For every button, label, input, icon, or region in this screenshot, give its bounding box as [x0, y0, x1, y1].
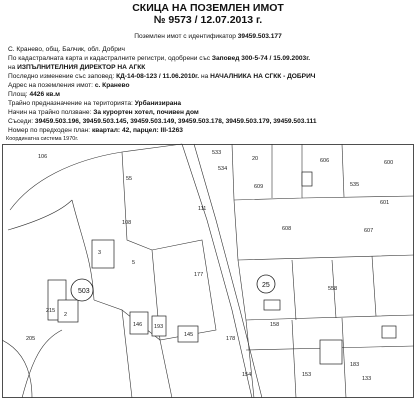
identifier-label: Поземлен имот с идентификатор	[134, 33, 236, 40]
parcel-label-3: 3	[98, 250, 102, 256]
neighbors-label: Съседи:	[8, 118, 34, 125]
area-line	[8, 90, 60, 99]
approval-by-value: ИЗПЪЛНИТЕЛНИЯ ДИРЕКТОР НА АГКК	[17, 64, 146, 71]
last-change-by-value: НАЧАЛНИКА НА СГКК - ДОБРИЧ	[210, 73, 316, 80]
usage-value: За курортен хотел, почивен дом	[93, 109, 199, 116]
parcel-label-178: 178	[226, 336, 236, 342]
approval-label: По кадастралната карта и кадастралните регистри, одобрени със	[8, 55, 210, 62]
parcel-label-177: 177	[194, 272, 204, 278]
building-558	[320, 340, 342, 364]
parcel-label-154: 154	[242, 372, 252, 378]
parcel-label-558: 558	[328, 286, 338, 292]
building-3	[92, 240, 114, 268]
parcel-label-503: 503	[78, 288, 90, 295]
neighbors-line	[8, 117, 317, 126]
parcel-label-534: 534	[218, 166, 228, 172]
parcel-label-25: 25	[262, 282, 270, 289]
building-2	[58, 300, 78, 322]
neighbors-value: 39459.503.196, 39459.503.145, 39459.503.149, 39459.503.178, 39459.503.179, 39459.503.111	[34, 118, 317, 125]
parcel-label-5: 5	[132, 260, 136, 266]
address-label: Адрес на поземления имот:	[8, 82, 93, 89]
approval-line	[8, 54, 310, 63]
area-label: Площ:	[8, 91, 28, 98]
usage-line	[8, 108, 199, 117]
old-plan-label: Номер по предходен план:	[8, 127, 91, 134]
purpose-label: Трайно предназначение на територията:	[8, 100, 133, 107]
parcel-label-146: 146	[133, 322, 143, 328]
parcel-label-145: 145	[184, 332, 194, 338]
building-small-3	[302, 172, 312, 186]
parcel-label-601: 601	[380, 200, 390, 206]
parcel-label-183: 183	[350, 362, 360, 368]
identifier-line	[0, 32, 416, 41]
parcel-label-607: 607	[364, 228, 374, 234]
last-change-line	[8, 72, 315, 81]
approval-value: Заповед 300-5-74 / 15.09.2003г.	[211, 55, 311, 62]
cadastral-map	[2, 140, 414, 398]
parcel-label-608: 608	[282, 226, 292, 232]
old-plan-line	[8, 126, 183, 135]
purpose-value: Урбанизирана	[134, 100, 182, 107]
parcel-label-133: 133	[362, 376, 372, 382]
last-change-label: Последно изменение със заповед:	[8, 73, 115, 80]
parcel-label-153: 153	[302, 372, 312, 378]
building-small-2	[382, 326, 396, 338]
usage-label: Начин на трайно ползване:	[8, 109, 92, 116]
identifier-value: 39459.503.177	[237, 33, 282, 40]
parcel-label-106: 106	[38, 154, 48, 160]
document-number: № 9573 / 12.07.2013 г.	[153, 14, 263, 26]
last-change-value: КД-14-08-123 / 11.06.2010г.	[116, 73, 200, 80]
parcel-label-600: 600	[384, 160, 394, 166]
parcel-label-533: 533	[212, 150, 222, 156]
document-title: СКИЦА НА ПОЗЕМЛЕН ИМОТ	[132, 2, 284, 14]
parcel-label-215: 215	[46, 308, 56, 314]
coordinate-system-label: Координатна система 1970г.	[6, 136, 79, 142]
parcel-label-2: 2	[64, 312, 68, 318]
address-value: с. Кранево	[94, 82, 130, 89]
address-line	[8, 81, 130, 90]
building-small-1	[264, 300, 280, 310]
purpose-line	[8, 99, 181, 108]
location-line: С. Кранево, общ. Балчик, обл. Добрич	[8, 46, 125, 53]
parcel-label-193: 193	[154, 324, 164, 330]
old-plan-value: квартал: 42, парцел: III-1263	[91, 127, 183, 134]
parcel-label-606: 606	[320, 158, 330, 164]
parcel-label-111: 111	[198, 206, 207, 212]
area-value: 4426 кв.м	[29, 91, 61, 98]
last-change-by-label: на	[200, 73, 209, 80]
parcel-label-609: 609	[254, 184, 264, 190]
parcel-label-108: 108	[122, 220, 132, 226]
parcel-label-55: 55	[126, 176, 133, 182]
approval-by-label: на	[8, 64, 16, 71]
parcel-label-158: 158	[270, 322, 280, 328]
parcel-label-205: 205	[26, 336, 36, 342]
parcel-label-20: 20	[252, 156, 259, 162]
parcel-label-535: 535	[350, 182, 360, 188]
approval-by-line	[8, 63, 145, 72]
